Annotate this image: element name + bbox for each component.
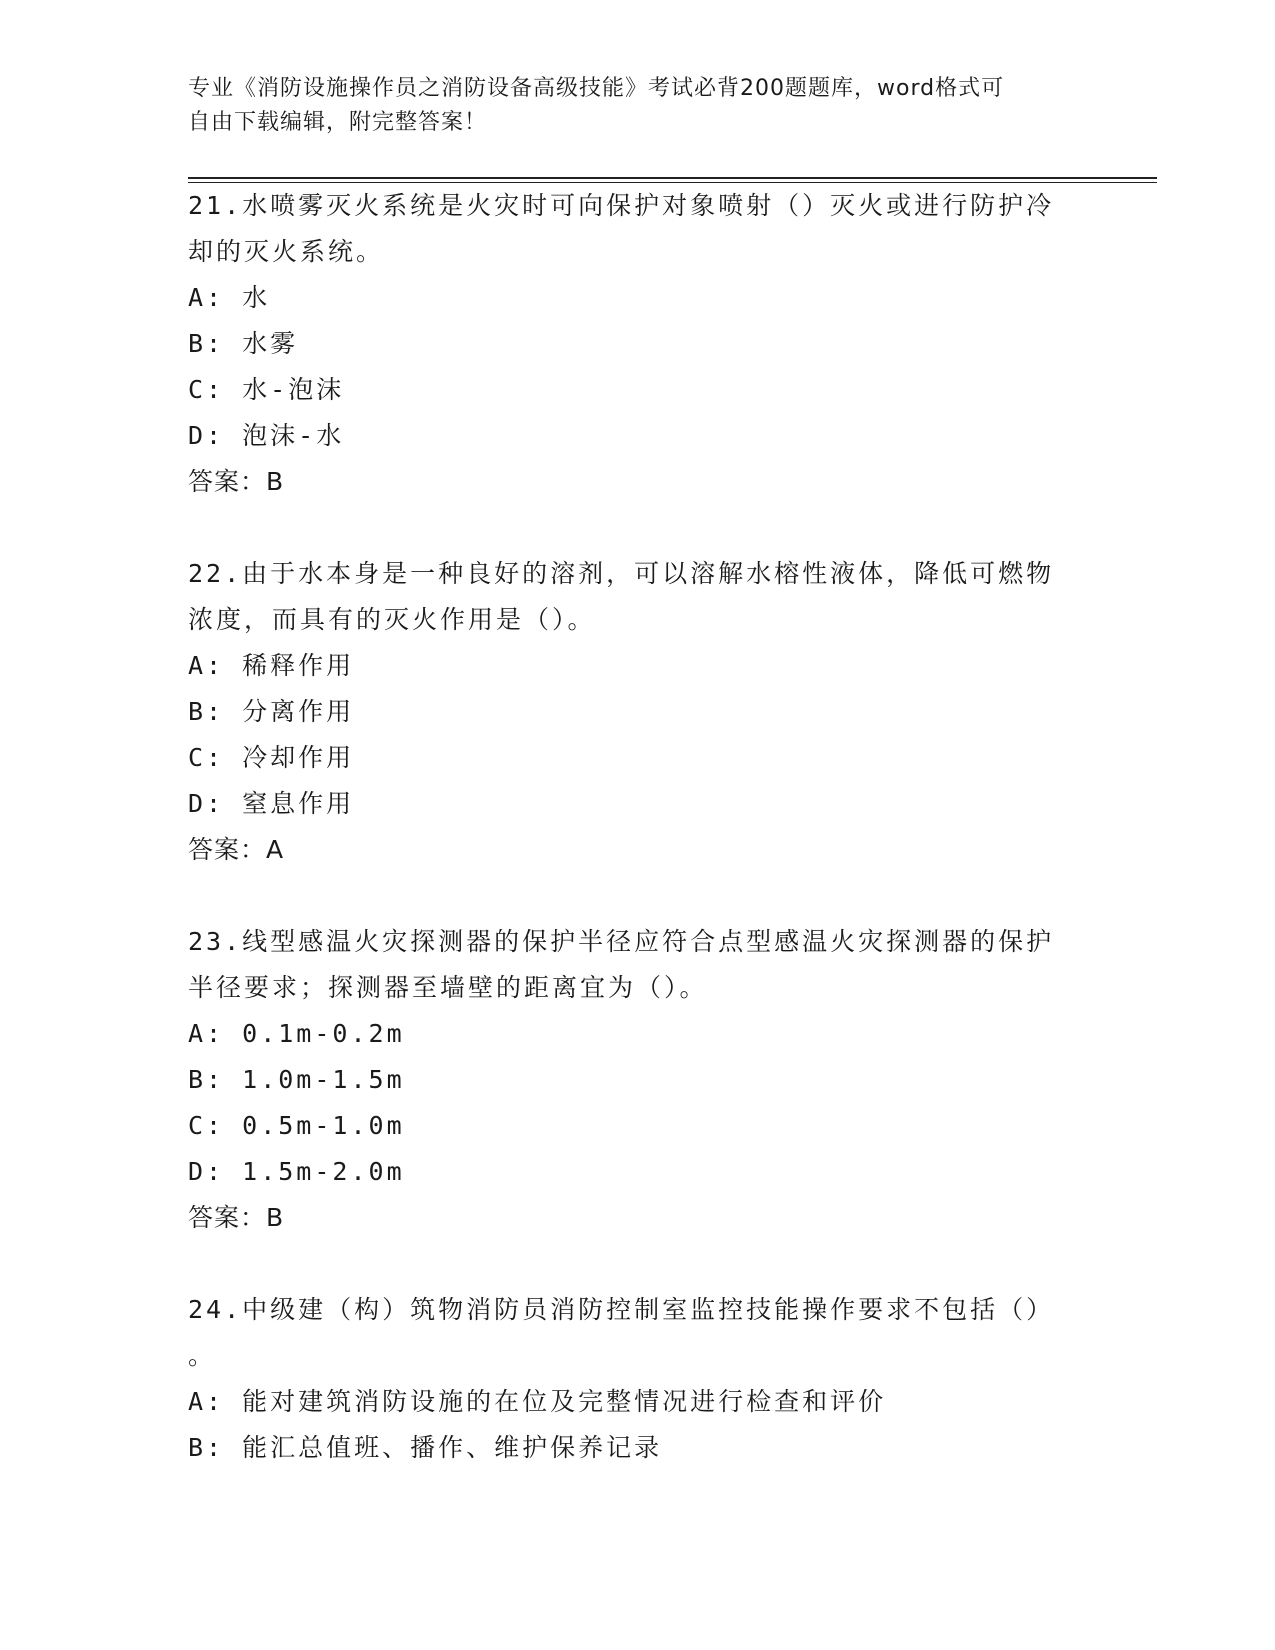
question-stem-line: 半径要求；探测器至墙壁的距离宜为（）。 (188, 973, 708, 1002)
option-a: A: 0.1m-0.2m (188, 1019, 405, 1048)
document-header (188, 72, 1088, 140)
option-a: A: 水 (188, 283, 271, 312)
question-stem-line: 22.由于水本身是一种良好的溶剂，可以溶解水榕性液体，降低可燃物 (188, 559, 1055, 588)
header-line-2: 自由下载编辑，附完整答案！ (188, 110, 488, 135)
question-stem-line: 21.水喷雾灭火系统是火灾时可向保护对象喷射（）灭火或进行防护冷 (188, 191, 1055, 220)
option-a: A: 稀释作用 (188, 651, 355, 680)
option-c: C: 水-泡沫 (188, 375, 345, 404)
question-stem-line: 却的灭火系统。 (188, 237, 385, 266)
option-b: B: 能汇总值班、播作、维护保养记录 (188, 1433, 663, 1462)
header-line-1: 专业《消防设施操作员之消防设备高级技能》考试必背200题题库，word格式可 (188, 76, 1005, 101)
question-stem-line: 。 (188, 1341, 217, 1370)
option-b: B: 分离作用 (188, 697, 355, 726)
question-stem-line: 24.中级建（构）筑物消防员消防控制室监控技能操作要求不包括（） (188, 1295, 1055, 1324)
question-stem-line: 浓度，而具有的灭火作用是（）。 (188, 605, 596, 634)
header-divider-thick (188, 177, 1157, 179)
answer: 答案：B (188, 467, 285, 496)
option-b: B: 水雾 (188, 329, 299, 358)
option-c: C: 冷却作用 (188, 743, 355, 772)
answer: 答案：B (188, 1203, 285, 1232)
option-a: A: 能对建筑消防设施的在位及完整情况进行检查和评价 (188, 1387, 887, 1416)
question-22 (188, 551, 1088, 873)
question-stem-line: 23.线型感温火灾探测器的保护半径应符合点型感温火灾探测器的保护 (188, 927, 1055, 956)
question-23 (188, 919, 1088, 1241)
option-d: D: 窒息作用 (188, 789, 355, 818)
option-d: D: 泡沫-水 (188, 421, 345, 450)
question-21 (188, 183, 1088, 505)
answer: 答案：A (188, 835, 285, 864)
option-c: C: 0.5m-1.0m (188, 1111, 405, 1140)
question-24 (188, 1287, 1088, 1471)
option-d: D: 1.5m-2.0m (188, 1157, 405, 1186)
option-b: B: 1.0m-1.5m (188, 1065, 405, 1094)
